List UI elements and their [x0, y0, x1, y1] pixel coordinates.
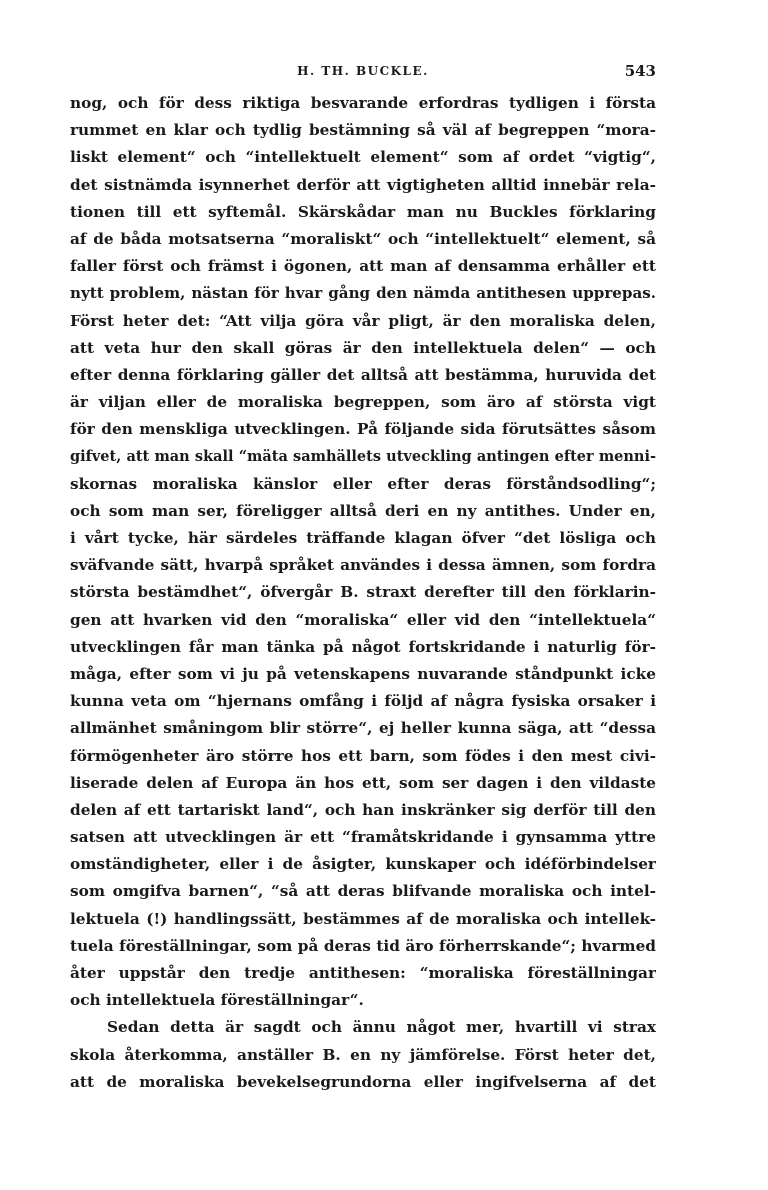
- text-line: största bestämdhet“, öfvergår B. straxt derefter till den förklarin-: [70, 583, 656, 602]
- text-line: kunna veta om “hjernans omfång i följd af några fysiska orsaker i: [70, 692, 656, 711]
- text-line: att de moraliska bevekelsegrundorna eller ingifvelserna af det: [70, 1072, 656, 1091]
- body-text: [70, 90, 656, 1096]
- text-line: åter uppstår den tredje antithesen: “moraliska föreställningar: [70, 964, 656, 982]
- paragraph-first-line: Sedan detta är sagdt och ännu något mer, hvartill vi strax: [107, 1018, 656, 1037]
- text-line: tuela föreställningar, som på deras tid äro förherrskande“; hvarmed: [70, 936, 656, 955]
- text-line: för den menskliga utvecklingen. På följande sida förutsättes såsom: [70, 420, 656, 439]
- running-head: H. TH. BUCKLE.: [297, 64, 429, 78]
- text-line: gen att hvarken vid den “moraliska“ eller vid den “intellektuela“: [70, 610, 656, 629]
- text-line: efter denna förklaring gäller det alltså att bestämma, huruvida det: [70, 365, 656, 384]
- text-line: nog, och för dess riktiga besvarande erfordras tydligen i första: [70, 94, 656, 112]
- text-line: tionen till ett syftemål. Skärskådar man nu Buckles förklaring: [70, 202, 656, 221]
- text-line: måga, efter som vi ju på vetenskapens nuvarande ståndpunkt icke: [70, 664, 656, 683]
- page-number: 543: [624, 62, 656, 80]
- text-line: förmögenheter äro större hos ett barn, som födes i den mest civi-: [70, 746, 656, 765]
- text-line: liserade delen af Europa än hos ett, som ser dagen i den vildaste: [70, 773, 656, 792]
- text-line: utvecklingen får man tänka på något fortskridande i naturlig för-: [70, 637, 656, 656]
- text-line: är viljan eller de moraliska begreppen, som äro af största vigt: [70, 393, 656, 412]
- text-line: att veta hur den skall göras är den intellektuela delen“ — och: [70, 338, 656, 357]
- text-line: gifvet, att man skall “mäta samhällets utveckling antingen efter menni-: [70, 448, 656, 466]
- text-line: skola återkomma, anställer B. en ny jämförelse. Först heter det,: [70, 1045, 656, 1064]
- text-line: lektuela (!) handlingssätt, bestämmes af de moraliska och intellek-: [70, 909, 656, 928]
- text-line: sväfvande sätt, hvarpå språket användes i dessa ämnen, som fordra: [70, 556, 656, 575]
- text-line: omständigheter, eller i de åsigter, kunskaper och idéförbindelser: [70, 855, 656, 874]
- text-line: skornas moraliska känslor eller efter deras förståndsodling“;: [70, 474, 656, 493]
- text-line: af de båda motsatserna “moraliskt“ och “intellektuelt“ element, så: [70, 229, 656, 248]
- text-line: rummet en klar och tydlig bestämning så väl af begreppen “mora-: [70, 121, 656, 140]
- text-line: Först heter det: “Att vilja göra vår pligt, är den moraliska delen,: [70, 311, 656, 330]
- text-line: och intellektuela föreställningar“.: [70, 991, 364, 1010]
- text-line: och som man ser, föreligger alltså deri en ny antithes. Under en,: [70, 501, 656, 520]
- text-line: allmänhet småningom blir större“, ej heller kunna säga, att “dessa: [70, 719, 656, 738]
- text-line: faller först och främst i ögonen, att man af densamma erhåller ett: [70, 257, 656, 276]
- text-line: satsen att utvecklingen är ett “framåtskridande i gynsamma yttre: [70, 828, 656, 847]
- text-line: i vårt tycke, här särdeles träffande klagan öfver “det lösliga och: [70, 529, 656, 547]
- text-line: som omgifva barnen“, “så att deras blifvande moraliska och intel-: [70, 882, 656, 901]
- text-line: liskt element“ och “intellektuelt element“ som af ordet “vigtig“,: [70, 148, 656, 167]
- text-line: nytt problem, nästan för hvar gång den nämda antithesen upprepas.: [70, 284, 656, 303]
- text-line: det sistnämda isynnerhet derför att vigtigheten alltid innebär rela-: [70, 175, 656, 194]
- page-header: [70, 62, 656, 84]
- text-line: delen af ett tartariskt land“, och han inskränker sig derför till den: [70, 800, 656, 819]
